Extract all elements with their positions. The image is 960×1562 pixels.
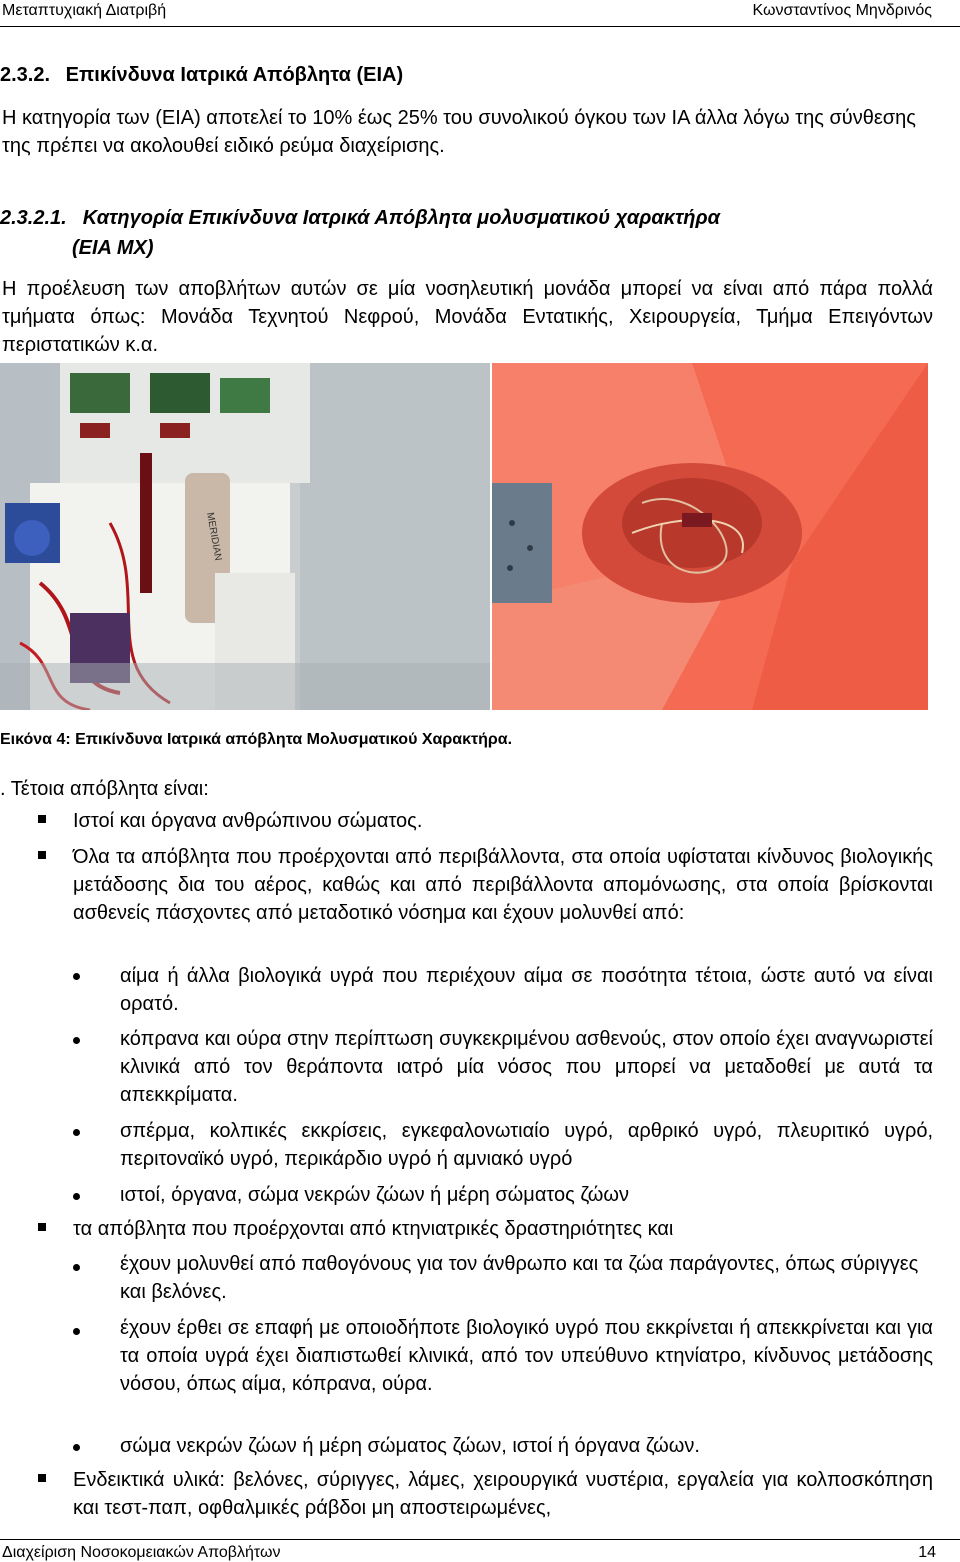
subsection-title-line2: (ΕΙΑ ΜΧ) bbox=[72, 237, 154, 259]
subsection-title-line1: Κατηγορία Επικίνδυνα Ιατρικά Απόβλητα μολυσματικού χαρακτήρα bbox=[82, 207, 721, 229]
list-subitem-fluids: σπέρμα, κολπικές εκκρίσεις, εγκεφαλονωτιαίο υγρό, αρθρικό υγρό, πλευριτικό υγρό, περιτοναϊκό υγρό, περικάρδιο υγρό ή αμνιακό υγρό bbox=[120, 1120, 933, 1170]
footer-document-title: Διαχείριση Νοσοκομειακών Αποβλήτων bbox=[2, 1544, 281, 1561]
round-bullet-icon bbox=[73, 1129, 80, 1136]
round-bullet-icon bbox=[73, 1264, 80, 1271]
list-subitem-blood: αίμα ή άλλα βιολογικά υγρά που περιέχουν αίμα σε ποσότητα τέτοια, ώστε αυτό να είναι ορατό. bbox=[120, 965, 933, 1015]
list-subitem-feces: κόπρανα και ούρα στην περίπτωση συγκεκριμένου ασθενούς, στον οποίο έχει αναγνωριστεί κλινικά από τον θεράποντα ιατρό μία νόσος που μπορεί να μεταδοθεί με αυτά τα απεκκρίματα. bbox=[120, 1028, 933, 1106]
round-bullet-icon bbox=[73, 973, 80, 980]
header-author: Κωνσταντίνος Μηνδρινός bbox=[752, 2, 932, 19]
subsection-heading bbox=[0, 203, 920, 263]
photo-infectious-waste-bag bbox=[492, 363, 928, 710]
list-subitem-animal-bodies: σώμα νεκρών ζώων ή μέρη σώματος ζώων, ιστοί ή όργανα ζώων. bbox=[120, 1435, 700, 1457]
page-header bbox=[0, 0, 960, 27]
dialysis-machine-image bbox=[0, 363, 490, 710]
machine-brand-label: MERIDIAN bbox=[204, 511, 224, 562]
red-bag-image bbox=[492, 363, 928, 710]
round-bullet-icon bbox=[73, 1328, 80, 1335]
photo-dialysis-machine bbox=[0, 363, 490, 710]
intro-text: Η κατηγορία των (ΕΙΑ) αποτελεί το 10% έως 25% του συνολικού όγκου των ΙΑ άλλα λόγω της σύνθεσης της πρέπει να ακολουθεί ειδικό ρεύμα διαχείρισης. bbox=[2, 107, 916, 157]
round-bullet-icon bbox=[73, 1037, 80, 1044]
list-item-all-waste: Όλα τα απόβλητα που προέρχονται από περιβάλλοντα, στα οποία υφίσταται κίνδυνος βιολογικής μετάδοσης δια του αέρος, καθώς και από περιβάλλοντα απομόνωσης, στα οποία βρίσκονται ασθενείς πάσχοντες από μεταδοτικό νόσημα και έχουν μολυνθεί από: bbox=[73, 846, 933, 924]
list-item-veterinary: τα απόβλητα που προέρχονται από κτηνιατρικές δραστηριότητες και bbox=[73, 1218, 674, 1240]
round-bullet-icon bbox=[73, 1193, 80, 1200]
square-bullet-icon bbox=[38, 815, 46, 823]
square-bullet-icon bbox=[38, 851, 46, 859]
page-footer bbox=[0, 1539, 960, 1562]
page-number: 14 bbox=[918, 1544, 936, 1561]
list-lead: . Τέτοια απόβλητα είναι: bbox=[0, 778, 209, 800]
intro-paragraph bbox=[0, 104, 933, 160]
list-subitem-contact: έχουν έρθει σε επαφή με οποιοδήποτε βιολογικό υγρό που εκκρίνεται ή απεκκρίνεται και για τα οποία υγρά έχει διαπιστωθεί κλινικά, από τον υπεύθυνο κτηνίατρο, κίνδυνος μετάδοσης νόσου, όπως αίμα, κόπρανα, ούρα. bbox=[120, 1317, 933, 1395]
round-bullet-icon bbox=[73, 1444, 80, 1451]
square-bullet-icon bbox=[38, 1223, 46, 1231]
list-item-tissues: Ιστοί και όργανα ανθρώπινου σώματος. bbox=[73, 810, 423, 832]
origin-text: Η προέλευση των αποβλήτων αυτών σε μία νοσηλευτική μονάδα μπορεί να είναι από πάρα πολλά τμήματα όπως: Μονάδα Τεχνητού Νεφρού, Μονάδα Εντατικής, Χειρουργεία, Τμήμα Επειγόντων περιστατικών κ.α. bbox=[2, 278, 933, 356]
subsection-number: 2.3.2.1. bbox=[0, 207, 67, 229]
list-subitem-pathogens: έχουν μολυνθεί από παθογόνους για τον άνθρωπο και τα ζώα παράγοντες, όπως σύριγγες και βελόνες. bbox=[120, 1253, 919, 1303]
header-thesis-label: Μεταπτυχιακή Διατριβή bbox=[2, 2, 167, 19]
origin-paragraph bbox=[0, 275, 933, 359]
section-heading bbox=[0, 64, 403, 87]
section-number: 2.3.2. bbox=[0, 64, 51, 86]
list-item-materials: Ενδεικτικά υλικά: βελόνες, σύριγγες, λάμες, χειρουργικά νυστέρια, εργαλεία για κολποσκόπηση και τεστ-παπ, οφθαλμικές ράβδοι μη αποστειρωμένες, bbox=[73, 1469, 933, 1519]
list-subitem-animal-tissues: ιστοί, όργανα, σώμα νεκρών ζώων ή μέρη σώματος ζώων bbox=[120, 1184, 630, 1206]
figure-caption: Εικόνα 4: Επικίνδυνα Ιατρικά απόβλητα Μολυσματικού Χαρακτήρα. bbox=[0, 731, 513, 748]
square-bullet-icon bbox=[38, 1474, 46, 1482]
section-title: Επικίνδυνα Ιατρικά Απόβλητα (ΕΙΑ) bbox=[65, 64, 404, 86]
